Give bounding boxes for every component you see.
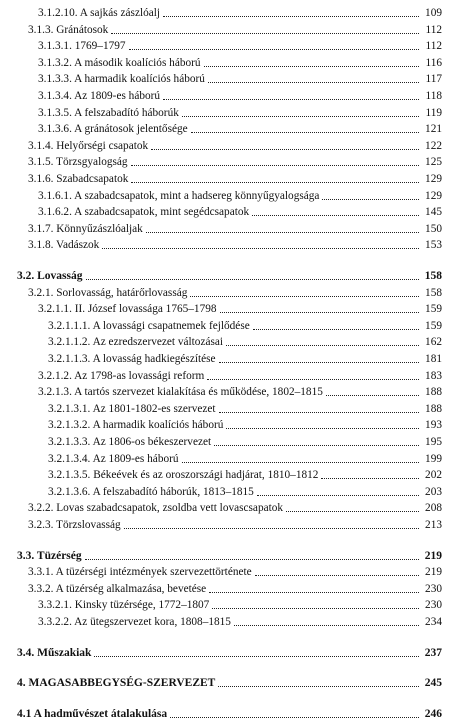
toc-entry <box>48 402 442 416</box>
dot-leader <box>220 312 419 313</box>
dot-leader <box>326 395 419 396</box>
dot-leader <box>85 559 419 560</box>
toc-entry-page: 119 <box>425 106 442 119</box>
toc-entry-title: 3.2.1.3.4. Az 1809-es háború <box>48 452 179 465</box>
toc-entry <box>38 302 442 316</box>
toc-entry <box>28 238 442 252</box>
toc-entry <box>28 582 442 596</box>
toc-entry-page: 219 <box>424 549 442 562</box>
toc-entry <box>28 518 442 532</box>
toc-entry-page: 121 <box>425 123 442 136</box>
toc-section-heading <box>17 646 442 660</box>
toc-entry-title: 3.2.1.1.3. A lovasság hadkiegészítése <box>48 353 216 365</box>
toc-entry-page: 158 <box>425 286 442 299</box>
dot-leader <box>124 528 419 529</box>
toc-entry-page: 188 <box>425 402 442 415</box>
toc-entry-title: 3.1.2.10. A sajkás zászlóalj <box>38 7 161 19</box>
toc-entry <box>38 6 442 20</box>
toc-entry-page: 234 <box>425 616 442 628</box>
dot-leader <box>207 379 419 380</box>
dot-leader <box>219 362 419 363</box>
toc-entry-page: 129 <box>425 173 442 185</box>
toc-entry-page: 230 <box>425 582 442 595</box>
toc-entry-title: 3.1.6.1. A szabadcsapatok, mint a hadsereg könnyűgyalogsága <box>38 189 320 202</box>
toc-entry <box>38 39 442 53</box>
dot-leader <box>182 462 419 463</box>
toc-entry <box>48 335 442 349</box>
dot-leader <box>111 33 419 34</box>
toc-entry <box>28 172 442 186</box>
dot-leader <box>219 412 419 413</box>
dot-leader <box>191 132 419 133</box>
toc-section-heading <box>17 549 442 563</box>
toc-entry-title: 3.3.2.2. Az ütegszervezet kora, 1808–1815 <box>38 616 231 628</box>
toc-entry <box>38 56 442 70</box>
toc-entry <box>48 319 442 333</box>
dot-leader <box>218 686 419 687</box>
toc-section-heading <box>17 707 442 721</box>
toc-entry <box>28 565 442 579</box>
toc-entry-title: 3.2.1.3.5. Békeévek és az oroszországi hadjárat, 1810–1812 <box>48 469 319 482</box>
toc-entry-title: 3.1.6. Szabadcsapatok <box>28 173 129 185</box>
dot-leader <box>131 182 419 183</box>
toc-entry-page: 162 <box>425 336 442 349</box>
dot-leader <box>255 575 419 576</box>
toc-entry-page: 230 <box>425 599 442 612</box>
toc-entry-page: 199 <box>425 452 442 465</box>
toc-entry-page: 219 <box>425 566 442 579</box>
toc-entry-title: 3.1.3.5. A felszabadító háborúk <box>38 106 179 119</box>
dot-leader <box>129 49 419 50</box>
dot-leader <box>214 445 419 446</box>
toc-entry <box>38 72 442 86</box>
dot-leader <box>212 608 419 609</box>
toc-entry-title: 3.1.4. Helyőrségi csapatok <box>28 139 149 152</box>
toc-entry-title: 3.2.1.3.6. A felszabadító háborúk, 1813–1815 <box>48 485 254 498</box>
toc-entry <box>28 139 442 153</box>
toc-entry-title: 3.1.3.4. Az 1809-es háború <box>38 90 161 102</box>
dot-leader <box>226 428 419 429</box>
toc-entry-title: 4. MAGASABBEGYSÉG-SZERVEZET <box>17 677 216 690</box>
toc-entry-page: 193 <box>425 419 442 432</box>
toc-entry-page: 202 <box>425 469 442 482</box>
toc-entry-title: 3.1.3.2. A második koalíciós háború <box>38 56 201 69</box>
dot-leader <box>209 592 419 593</box>
toc-entry-page: 145 <box>425 206 442 219</box>
toc-entry-title: 3.2.2. Lovas szabadcsapatok, zsoldba vett lovascsapatok <box>28 502 284 515</box>
toc-section-heading <box>17 269 442 283</box>
toc-entry-title: 3.1.3.3. A harmadik koalíciós háború <box>38 73 205 86</box>
toc-entry <box>38 189 442 203</box>
toc-entry-page: 246 <box>424 707 442 720</box>
dot-leader <box>257 495 419 496</box>
toc-entry-title: 3.1.3. Gránátosok <box>28 23 109 36</box>
dot-leader <box>163 16 419 17</box>
dot-leader <box>146 232 419 233</box>
toc-entry-title: 3.3. Tüzérség <box>17 549 82 562</box>
toc-entry <box>38 385 442 399</box>
toc-entry-page: 237 <box>424 646 442 659</box>
dot-leader <box>208 82 419 83</box>
toc-entry-page: 203 <box>425 485 442 498</box>
toc-entry-title: 3.1.6.2. A szabadcsapatok, mint segédcsapatok <box>38 206 250 219</box>
dot-leader <box>151 149 419 150</box>
toc-entry-page: 208 <box>425 502 442 515</box>
dot-leader <box>182 116 419 117</box>
toc-entry <box>48 485 442 499</box>
toc-entry-title: 3.1.5. Törzsgyalogság <box>28 156 128 169</box>
dot-leader <box>190 296 419 297</box>
dot-leader <box>86 279 420 280</box>
toc-entry-page: 112 <box>425 40 442 53</box>
toc-entry-title: 3.1.3.6. A gránátosok jelentősége <box>38 123 188 136</box>
dot-leader <box>234 625 419 626</box>
toc-entry-page: 213 <box>425 519 442 531</box>
dot-leader <box>102 248 419 249</box>
toc-entry <box>38 615 442 629</box>
toc-entry-title: 3.4. Műszakiak <box>17 646 92 659</box>
toc-entry-page: 125 <box>425 156 442 169</box>
toc-entry <box>28 222 442 236</box>
toc-entry-title: 3.2.1.1.1. A lovassági csapatnemek fejlődése <box>48 319 250 332</box>
toc-entry-page: 118 <box>425 90 442 102</box>
toc-entry-title: 3.2.1.1. II. József lovassága 1765–1798 <box>38 303 217 316</box>
toc-entry-title: 3.1.8. Vadászok <box>28 239 100 252</box>
toc-entry-page: 129 <box>425 189 442 202</box>
toc-entry <box>38 598 442 612</box>
toc-entry-title: 3.1.7. Könnyűzászlóaljak <box>28 222 143 235</box>
dot-leader <box>252 215 419 216</box>
toc-entry-title: 3.2.1.3.1. Az 1801-1802-es szervezet <box>48 402 216 415</box>
toc-entry-page: 112 <box>425 23 442 36</box>
toc-entry-title: 3.3.1. A tüzérségi intézmények szervezettörténete <box>28 566 252 579</box>
toc-entry <box>38 369 442 383</box>
dot-leader <box>322 199 419 200</box>
toc-entry-title: 3.3.2. A tüzérség alkalmazása, bevetése <box>28 582 207 595</box>
toc-entry-title: 3.2.1.1.2. Az ezredszervezet változásai <box>48 336 224 349</box>
toc-entry-page: 122 <box>425 139 442 152</box>
toc-entry-page: 158 <box>424 270 442 282</box>
toc-entry-page: 150 <box>425 222 442 235</box>
toc-entry <box>28 286 442 300</box>
toc-entry-page: 116 <box>425 56 442 69</box>
toc-entry-title: 4.1 A hadművészet átalakulása <box>17 707 168 720</box>
toc-entry <box>38 205 442 219</box>
dot-leader <box>253 329 419 330</box>
toc-entry <box>38 122 442 136</box>
toc-entry-page: 159 <box>425 303 442 316</box>
toc-entry-title: 3.2. Lovasság <box>17 270 83 282</box>
toc-entry-title: 3.2.1.3.2. A harmadik koalíciós háború <box>48 419 224 432</box>
toc-entry-title: 3.2.3. Törzslovasság <box>28 519 121 531</box>
toc-section-heading <box>17 676 442 690</box>
dot-leader <box>131 165 419 166</box>
toc-entry-title: 3.2.1.3. A tartós szervezet kialakítása és működése, 1802–1815 <box>38 386 323 399</box>
dot-leader <box>94 656 419 657</box>
dot-leader <box>286 511 419 512</box>
toc-entry-title: 3.1.3.1. 1769–1797 <box>38 40 126 53</box>
toc-entry-page: 159 <box>425 319 442 332</box>
dot-leader <box>163 99 419 100</box>
toc-entry <box>48 468 442 482</box>
toc-entry-title: 3.3.2.1. Kinsky tüzérsége, 1772–1807 <box>38 599 210 612</box>
toc-entry-title: 3.2.1. Sorlovasság, határőrlovasság <box>28 286 188 299</box>
toc-entry-page: 109 <box>425 7 442 19</box>
toc-entry <box>38 89 442 103</box>
toc-entry-page: 117 <box>425 73 442 86</box>
toc-entry-page: 188 <box>425 386 442 399</box>
toc-entry <box>48 418 442 432</box>
toc-entry <box>38 106 442 120</box>
toc-entry-title: 3.2.1.3.3. Az 1806-os békeszervezet <box>48 436 212 448</box>
toc-entry <box>48 452 442 466</box>
toc-entry-page: 153 <box>425 239 442 252</box>
toc-entry <box>28 155 442 169</box>
dot-leader <box>226 345 419 346</box>
toc-entry <box>48 435 442 449</box>
toc-entry <box>28 23 442 37</box>
toc-entry-page: 181 <box>425 353 442 365</box>
dot-leader <box>204 66 419 67</box>
dot-leader <box>321 478 419 479</box>
toc-entry-page: 183 <box>425 369 442 382</box>
toc-entry-page: 245 <box>424 677 442 690</box>
toc-entry-title: 3.2.1.2. Az 1798-as lovassági reform <box>38 369 205 382</box>
toc-entry-page: 195 <box>425 436 442 448</box>
toc-entry <box>48 352 442 366</box>
toc-entry <box>28 501 442 515</box>
